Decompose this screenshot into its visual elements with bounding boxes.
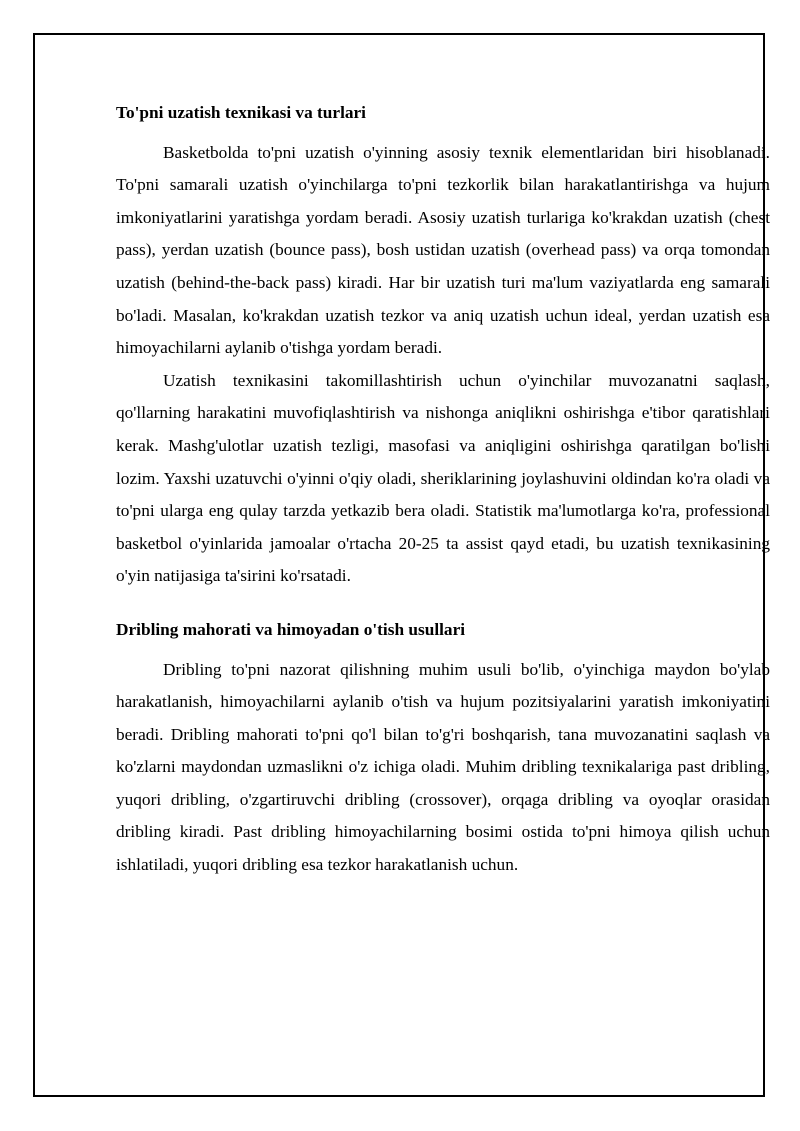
section-heading-passing: To'pni uzatish texnikasi va turlari xyxy=(116,103,366,122)
paragraph-passing-types: Basketbolda to'pni uzatish o'yinning asosiy texnik elementlaridan biri hisoblanadi. To'pni samarali uzatish o'yinchilarga to'pni tezkorlik bilan harakatlantirishga va hujum imkoniyatlarini yaratishga yordam beradi. Asosiy uzatish turlariga ko'krakdan uzatish (chest pass), yerdan uzatish (bounce pass), bosh ustidan uzatish (overhead pass) va orqa tomondan uzatish (behind-the-back pass) kiradi. Har bir uzatish turi ma'lum vaziyatlarda eng samarali bo'ladi. Masalan, ko'krakdan uzatish tezkor va aniq uzatish uchun ideal, yerdan uzatish esa himoyachilarni aylanib o'tishga yordam beradi. xyxy=(116,142,770,358)
paragraph-dribbling: Dribling to'pni nazorat qilishning muhim usuli bo'lib, o'yinchiga maydon bo'ylab harakatlanish, himoyachilarni aylanib o'tish va hujum pozitsiyalarini yaratish imkoniyatini beradi. Dribling mahorati to'pni qo'l bilan to'g'ri boshqarish, tana muvozanatini saqlash va ko'zlarni maydondan uzmaslikni o'z ichiga oladi. Muhim dribling texnikalariga past dribling, yuqori dribling, o'zgartiruvchi dribling (crossover), orqaga dribling va oyoqlar orasidan dribling kiradi. Past dribling himoyachilarning bosimi ostida to'pni himoya qilish uchun ishlatiladi, yuqori dribling esa tezkor harakatlanish uchun. xyxy=(116,659,770,875)
document-body xyxy=(116,97,770,882)
section-heading-dribbling: Dribling mahorati va himoyadan o'tish usullari xyxy=(116,619,466,639)
paragraph-passing-technique: Uzatish texnikasini takomillashtirish uchun o'yinchilar muvozanatni saqlash, qo'llarning harakatini muvofiqlashtirish va nishonga aniqlikni oshirishga e'tibor qaratishlari kerak. Mashg'ulotlar uzatish tezligi, masofasi va aniqligini oshirishga qaratilgan bo'lishi lozim. Yaxshi uzatuvchi o'yinni o'qiy oladi, sheriklarining joylashuvini oldindan ko'ra oladi va to'pni ularga eng qulay tarzda yetkazib bera oladi. Statistik ma'lumotlarga ko'ra, professional basketbol o'yinlarida jamoalar o'rtacha 20-25 ta assist qayd etadi, bu uzatish texnikasining o'yin natijasiga ta'sirini ko'rsatadi. xyxy=(116,370,770,586)
